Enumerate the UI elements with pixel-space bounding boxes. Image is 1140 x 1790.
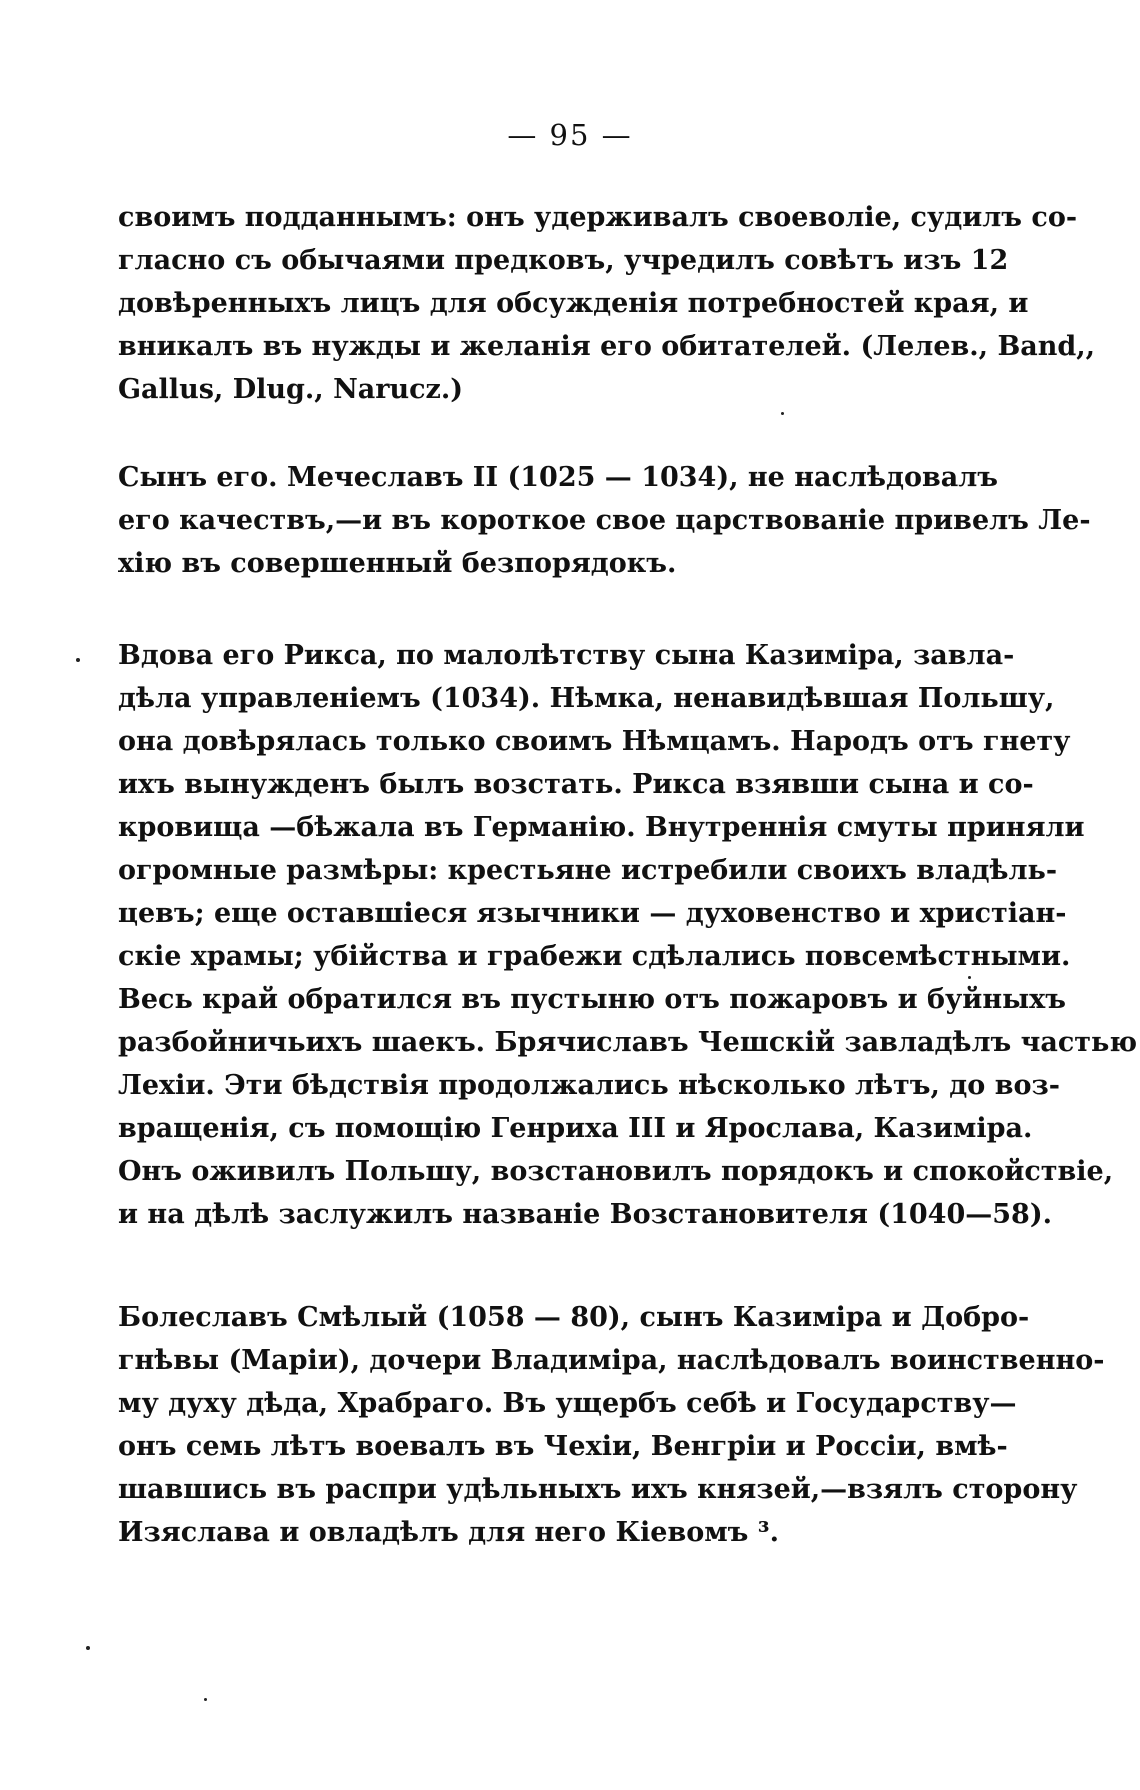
text-line: му духу дѣда, Храбраго. Въ ущербъ себѣ и Государству— <box>118 1388 1017 1419</box>
scan-speck <box>781 412 784 415</box>
text-line: шавшись въ распри удѣльныхъ ихъ князей,—взялъ сторону <box>118 1474 1078 1505</box>
text-line: огромные размѣры: крестьяне истребили своихъ владѣль- <box>118 855 1058 886</box>
text-line: онъ семь лѣтъ воевалъ въ Чехіи, Венгріи и Россіи, вмѣ- <box>118 1431 1008 1462</box>
text-line: Лехіи. Эти бѣдствія продолжались нѣсколько лѣтъ, до воз- <box>118 1070 1060 1101</box>
text-line: цевъ; еще оставшіеся язычники — духовенство и христіан- <box>118 898 1067 929</box>
text-line: Gallus, Dlug., Narucz.) <box>118 374 464 405</box>
text-line: кровища —бѣжала въ Германію. Внутреннія смуты приняли <box>118 812 1085 843</box>
text-line: Изяслава и овладѣлъ для него Кіевомъ ³. <box>118 1517 779 1548</box>
text-line: довѣренныхъ лицъ для обсужденія потребностей края, и <box>118 288 1029 319</box>
text-line: скіе храмы; убійства и грабежи сдѣлались повсемѣстными. <box>118 941 1071 972</box>
scan-speck <box>968 976 971 979</box>
text-line: гласно съ обычаями предковъ, учредилъ совѣтъ изъ 12 <box>118 245 1009 276</box>
scan-speck <box>86 1646 90 1650</box>
text-line: вникалъ въ нужды и желанія его обитателей. (Лелев., Band,, <box>118 331 1096 362</box>
text-line: своимъ подданнымъ: онъ удерживалъ своеволіе, судилъ со- <box>118 202 1078 233</box>
paragraph-2 <box>118 456 1091 585</box>
text-line: Онъ оживилъ Польшу, возстановилъ порядокъ и спокойствіе, <box>118 1156 1114 1187</box>
text-line: Сынъ его. Мечеславъ II (1025 — 1034), не наслѣдовалъ <box>118 462 998 493</box>
paragraph-1 <box>118 196 1096 411</box>
text-line: Весь край обратился въ пустыню отъ пожаровъ и буйныхъ <box>118 984 1066 1015</box>
scan-speck <box>204 1698 207 1701</box>
text-line: она довѣрялась только своимъ Нѣмцамъ. Народъ отъ гнету <box>118 726 1071 757</box>
paragraph-4 <box>118 1296 1105 1554</box>
paragraph-3 <box>118 634 1138 1236</box>
text-line: разбойничьихъ шаекъ. Брячиславъ Чешскій завладѣлъ частью <box>118 1027 1138 1058</box>
text-line: и на дѣлѣ заслужилъ названіе Возстановителя (1040—58). <box>118 1199 1052 1230</box>
scan-speck <box>76 658 80 662</box>
text-line: хію въ совершенный безпорядокъ. <box>118 548 677 579</box>
text-line: дѣла управленіемъ (1034). Нѣмка, ненавидѣвшая Польшу, <box>118 683 1055 714</box>
page-number: — 95 — <box>507 118 633 152</box>
text-line: ихъ вынужденъ былъ возстать. Рикса взявши сына и со- <box>118 769 1034 800</box>
text-line: гнѣвы (Маріи), дочери Владиміра, наслѣдовалъ воинственно- <box>118 1345 1105 1376</box>
text-line: Болеславъ Смѣлый (1058 — 80), сынъ Казиміра и Добро- <box>118 1302 1030 1333</box>
text-line: Вдова его Рикса, по малолѣтству сына Казиміра, завла- <box>118 640 1015 671</box>
text-line: вращенія, съ помощію Генриха III и Ярослава, Казиміра. <box>118 1113 1033 1144</box>
text-line: его качествъ,—и въ короткое свое царствованіе привелъ Ле- <box>118 505 1091 536</box>
